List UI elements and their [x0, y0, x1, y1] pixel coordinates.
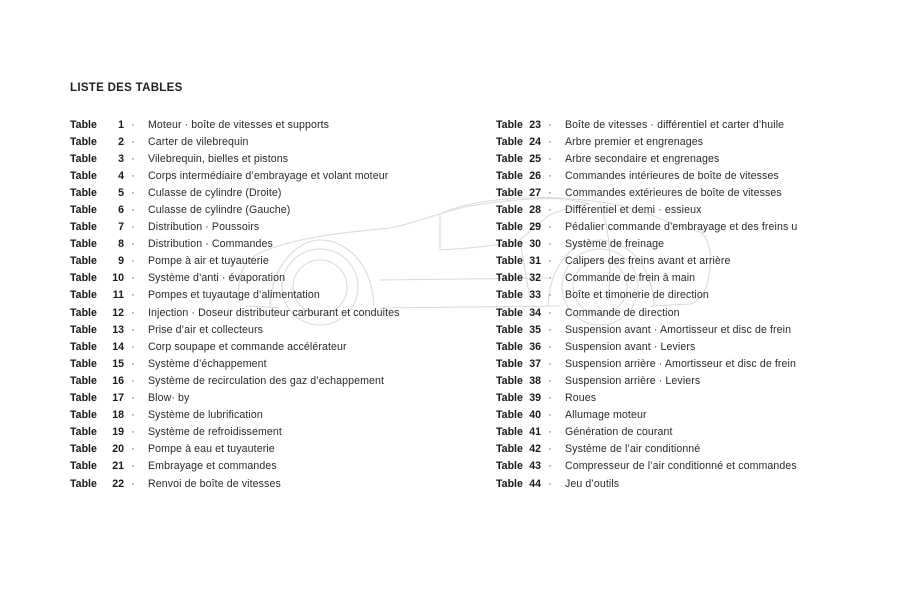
separator-dot: ·: [548, 135, 552, 148]
table-number: 40: [529, 409, 541, 422]
table-list-item: [70, 201, 400, 218]
table-title: Arbre premier et engrenages: [565, 135, 704, 148]
table-title: Corps intermédiaire d’embrayage et volant moteur: [148, 169, 389, 182]
table-list-item: [70, 253, 400, 270]
table-label: Table: [70, 221, 97, 234]
table-list-item: [70, 287, 400, 304]
table-list-item: [70, 372, 400, 389]
table-label: Table: [496, 426, 523, 439]
table-title: Suspension arrière · Amortisseur et disc de frein: [565, 357, 796, 370]
table-number: 33: [529, 289, 541, 302]
table-number: 31: [529, 255, 541, 268]
separator-dot: ·: [548, 186, 552, 199]
table-label: Table: [70, 169, 97, 182]
table-title: Commande de direction: [565, 306, 680, 319]
table-label: Table: [496, 409, 523, 422]
table-title: Suspension avant · Leviers: [565, 340, 696, 353]
table-label: Table: [70, 186, 97, 199]
table-label: Table: [70, 477, 97, 490]
separator-dot: ·: [131, 186, 135, 199]
table-number: 6: [118, 204, 124, 217]
separator-dot: ·: [131, 152, 135, 165]
table-label: Table: [70, 392, 97, 405]
table-title: Système de refroidissement: [148, 426, 282, 439]
table-title: Injection · Doseur distributeur carburant et conduites: [148, 306, 400, 319]
separator-dot: ·: [131, 238, 135, 251]
tables-list-right: [496, 116, 797, 492]
table-list-item: [496, 304, 797, 321]
separator-dot: ·: [548, 443, 552, 456]
table-number: 26: [529, 169, 541, 182]
table-label: Table: [496, 374, 523, 387]
table-number: 10: [112, 272, 124, 285]
table-title: Différentiel et demi · essieux: [565, 204, 702, 217]
table-label: Table: [496, 443, 523, 456]
table-number: 22: [112, 477, 124, 490]
table-list-item: [70, 321, 400, 338]
table-label: Table: [496, 392, 523, 405]
table-list-item: [70, 458, 400, 475]
table-list-item: [496, 116, 797, 133]
table-title: Allumage moteur: [565, 409, 647, 422]
table-label: Table: [496, 255, 523, 268]
table-number: 20: [112, 443, 124, 456]
table-number: 17: [112, 392, 124, 405]
table-number: 3: [118, 152, 124, 165]
separator-dot: ·: [548, 477, 552, 490]
table-list-item: [70, 424, 400, 441]
table-title: Renvoi de boîte de vitesses: [148, 477, 281, 490]
table-label: Table: [496, 186, 523, 199]
table-list-item: [496, 372, 797, 389]
table-number: 34: [529, 306, 541, 319]
table-title: Blow· by: [148, 392, 190, 405]
table-label: Table: [70, 118, 97, 131]
table-number: 19: [112, 426, 124, 439]
separator-dot: ·: [131, 426, 135, 439]
table-list-item: [70, 475, 400, 492]
separator-dot: ·: [131, 306, 135, 319]
separator-dot: ·: [131, 340, 135, 353]
table-number: 16: [112, 374, 124, 387]
table-title: Génération de courant: [565, 426, 673, 439]
table-title: Vilebrequin, bielles et pistons: [148, 152, 289, 165]
table-list-item: [70, 355, 400, 372]
separator-dot: ·: [548, 289, 552, 302]
table-number: 27: [529, 186, 541, 199]
table-title: Distribution · Poussoirs: [148, 221, 260, 234]
separator-dot: ·: [548, 374, 552, 387]
table-title: Commande de frein à main: [565, 272, 696, 285]
table-number: 2: [118, 135, 124, 148]
separator-dot: ·: [548, 340, 552, 353]
table-title: Suspension arrière · Leviers: [565, 374, 701, 387]
separator-dot: ·: [131, 323, 135, 336]
table-label: Table: [496, 238, 523, 251]
table-list-item: [70, 236, 400, 253]
separator-dot: ·: [548, 392, 552, 405]
table-title: Commandes intérieures de boîte de vitesses: [565, 169, 779, 182]
table-label: Table: [70, 426, 97, 439]
table-list-item: [70, 270, 400, 287]
table-list-item: [496, 407, 797, 424]
table-title: Compresseur de l’air conditionné et commandes: [565, 460, 797, 473]
table-list-item: [70, 219, 400, 236]
table-label: Table: [70, 152, 97, 165]
separator-dot: ·: [548, 409, 552, 422]
table-title: Commandes extérieures de boîte de vitesses: [565, 186, 782, 199]
separator-dot: ·: [548, 169, 552, 182]
table-label: Table: [496, 306, 523, 319]
table-list-item: [496, 133, 797, 150]
table-list-item: [496, 441, 797, 458]
table-number: 25: [529, 152, 541, 165]
table-list-item: [496, 338, 797, 355]
table-title: Corp soupape et commande accélérateur: [148, 340, 347, 353]
table-title: Système de recirculation des gaz d’echappement: [148, 374, 385, 387]
separator-dot: ·: [131, 443, 135, 456]
table-number: 28: [529, 204, 541, 217]
table-label: Table: [70, 204, 97, 217]
table-label: Table: [496, 169, 523, 182]
table-list-item: [70, 390, 400, 407]
table-number: 42: [529, 443, 541, 456]
table-list-item: [496, 184, 797, 201]
table-label: Table: [70, 323, 97, 336]
table-list-item: [496, 287, 797, 304]
separator-dot: ·: [548, 272, 552, 285]
table-label: Table: [496, 272, 523, 285]
table-list-item: [70, 441, 400, 458]
table-label: Table: [70, 443, 97, 456]
separator-dot: ·: [131, 460, 135, 473]
separator-dot: ·: [548, 118, 552, 131]
table-number: 35: [529, 323, 541, 336]
table-list-item: [496, 424, 797, 441]
table-label: Table: [70, 135, 97, 148]
table-label: Table: [70, 340, 97, 353]
table-title: Système de l’air conditionné: [565, 443, 701, 456]
table-title: Carter de vilebrequin: [148, 135, 249, 148]
table-title: Pompe à eau et tuyauterie: [148, 443, 275, 456]
table-title: Prise d’air et collecteurs: [148, 323, 264, 336]
separator-dot: ·: [131, 477, 135, 490]
separator-dot: ·: [131, 221, 135, 234]
separator-dot: ·: [131, 255, 135, 268]
table-list-item: [496, 458, 797, 475]
table-title: Embrayage et commandes: [148, 460, 277, 473]
table-label: Table: [70, 272, 97, 285]
table-title: Pompes et tuyautage d’alimentation: [148, 289, 320, 302]
table-list-item: [70, 407, 400, 424]
table-title: Système de lubrification: [148, 409, 263, 422]
table-title: Système de freinage: [565, 238, 665, 251]
table-number: 14: [112, 340, 124, 353]
separator-dot: ·: [131, 357, 135, 370]
table-label: Table: [70, 306, 97, 319]
separator-dot: ·: [548, 238, 552, 251]
table-number: 11: [112, 289, 124, 302]
table-label: Table: [70, 460, 97, 473]
table-label: Table: [70, 357, 97, 370]
table-number: 44: [529, 477, 541, 490]
table-list-item: [496, 167, 797, 184]
table-title: Boîte de vitesses · différentiel et carter d’huile: [565, 118, 785, 131]
table-label: Table: [496, 357, 523, 370]
table-label: Table: [496, 221, 523, 234]
table-label: Table: [496, 204, 523, 217]
table-list-item: [496, 150, 797, 167]
table-label: Table: [70, 255, 97, 268]
table-list-item: [70, 116, 400, 133]
table-label: Table: [496, 152, 523, 165]
separator-dot: ·: [131, 135, 135, 148]
table-number: 9: [118, 255, 124, 268]
separator-dot: ·: [131, 409, 135, 422]
separator-dot: ·: [548, 357, 552, 370]
table-list-item: [496, 475, 797, 492]
table-label: Table: [496, 477, 523, 490]
table-number: 43: [529, 460, 541, 473]
table-title: Système d’anti · évaporation: [148, 272, 286, 285]
table-number: 1: [118, 118, 124, 131]
separator-dot: ·: [131, 169, 135, 182]
table-title: Calipers des freins avant et arrière: [565, 255, 731, 268]
separator-dot: ·: [548, 255, 552, 268]
table-label: Table: [70, 289, 97, 302]
table-list-item: [496, 270, 797, 287]
table-list-item: [496, 390, 797, 407]
table-title: Moteur · boîte de vitesses et supports: [148, 118, 330, 131]
separator-dot: ·: [131, 204, 135, 217]
separator-dot: ·: [548, 204, 552, 217]
table-label: Table: [496, 289, 523, 302]
table-number: 5: [118, 186, 124, 199]
table-title: Culasse de cylindre (Droite): [148, 186, 282, 199]
separator-dot: ·: [548, 426, 552, 439]
table-list-item: [70, 150, 400, 167]
table-list-item: [496, 219, 797, 236]
table-number: 21: [112, 460, 124, 473]
table-title: Arbre secondaire et engrenages: [565, 152, 720, 165]
table-number: 37: [529, 357, 541, 370]
separator-dot: ·: [548, 221, 552, 234]
table-title: Boîte et timonerie de direction: [565, 289, 709, 302]
separator-dot: ·: [131, 374, 135, 387]
table-title: Pompe à air et tuyauterie: [148, 255, 269, 268]
table-list-item: [496, 201, 797, 218]
table-label: Table: [496, 460, 523, 473]
table-label: Table: [496, 118, 523, 131]
table-label: Table: [70, 409, 97, 422]
table-title: Pédalier commande d’embrayage et des freins u: [565, 221, 798, 234]
table-title: Culasse de cylindre (Gauche): [148, 204, 291, 217]
table-list-item: [70, 167, 400, 184]
table-label: Table: [496, 340, 523, 353]
table-list-item: [70, 133, 400, 150]
table-title: Suspension avant · Amortisseur et disc de frein: [565, 323, 792, 336]
table-number: 18: [112, 409, 124, 422]
table-number: 12: [112, 306, 124, 319]
table-label: Table: [496, 323, 523, 336]
table-title: Distribution · Commandes: [148, 238, 273, 251]
table-number: 32: [529, 272, 541, 285]
table-number: 23: [529, 118, 541, 131]
table-label: Table: [70, 238, 97, 251]
table-number: 41: [529, 426, 541, 439]
table-number: 24: [529, 135, 541, 148]
separator-dot: ·: [131, 118, 135, 131]
separator-dot: ·: [548, 152, 552, 165]
tables-list-left: [70, 116, 400, 492]
table-number: 7: [118, 221, 124, 234]
table-list-item: [70, 304, 400, 321]
table-number: 15: [112, 357, 124, 370]
table-number: 8: [118, 238, 124, 251]
separator-dot: ·: [548, 306, 552, 319]
table-list-item: [70, 338, 400, 355]
table-list-item: [496, 355, 797, 372]
table-list-item: [496, 253, 797, 270]
table-number: 30: [529, 238, 541, 251]
table-title: Roues: [565, 392, 597, 405]
separator-dot: ·: [131, 392, 135, 405]
table-list-item: [496, 321, 797, 338]
table-number: 39: [529, 392, 541, 405]
table-title: Système d’échappement: [148, 357, 267, 370]
page-title: LISTE DES TABLES: [70, 82, 183, 94]
table-list-item: [496, 236, 797, 253]
table-number: 38: [529, 374, 541, 387]
table-number: 4: [118, 169, 124, 182]
table-list-item: [70, 184, 400, 201]
table-label: Table: [70, 374, 97, 387]
table-number: 29: [529, 221, 541, 234]
separator-dot: ·: [131, 272, 135, 285]
table-label: Table: [496, 135, 523, 148]
separator-dot: ·: [548, 460, 552, 473]
table-title: Jeu d’outils: [565, 477, 620, 490]
separator-dot: ·: [131, 289, 135, 302]
separator-dot: ·: [548, 323, 552, 336]
table-number: 13: [112, 323, 124, 336]
table-number: 36: [529, 340, 541, 353]
